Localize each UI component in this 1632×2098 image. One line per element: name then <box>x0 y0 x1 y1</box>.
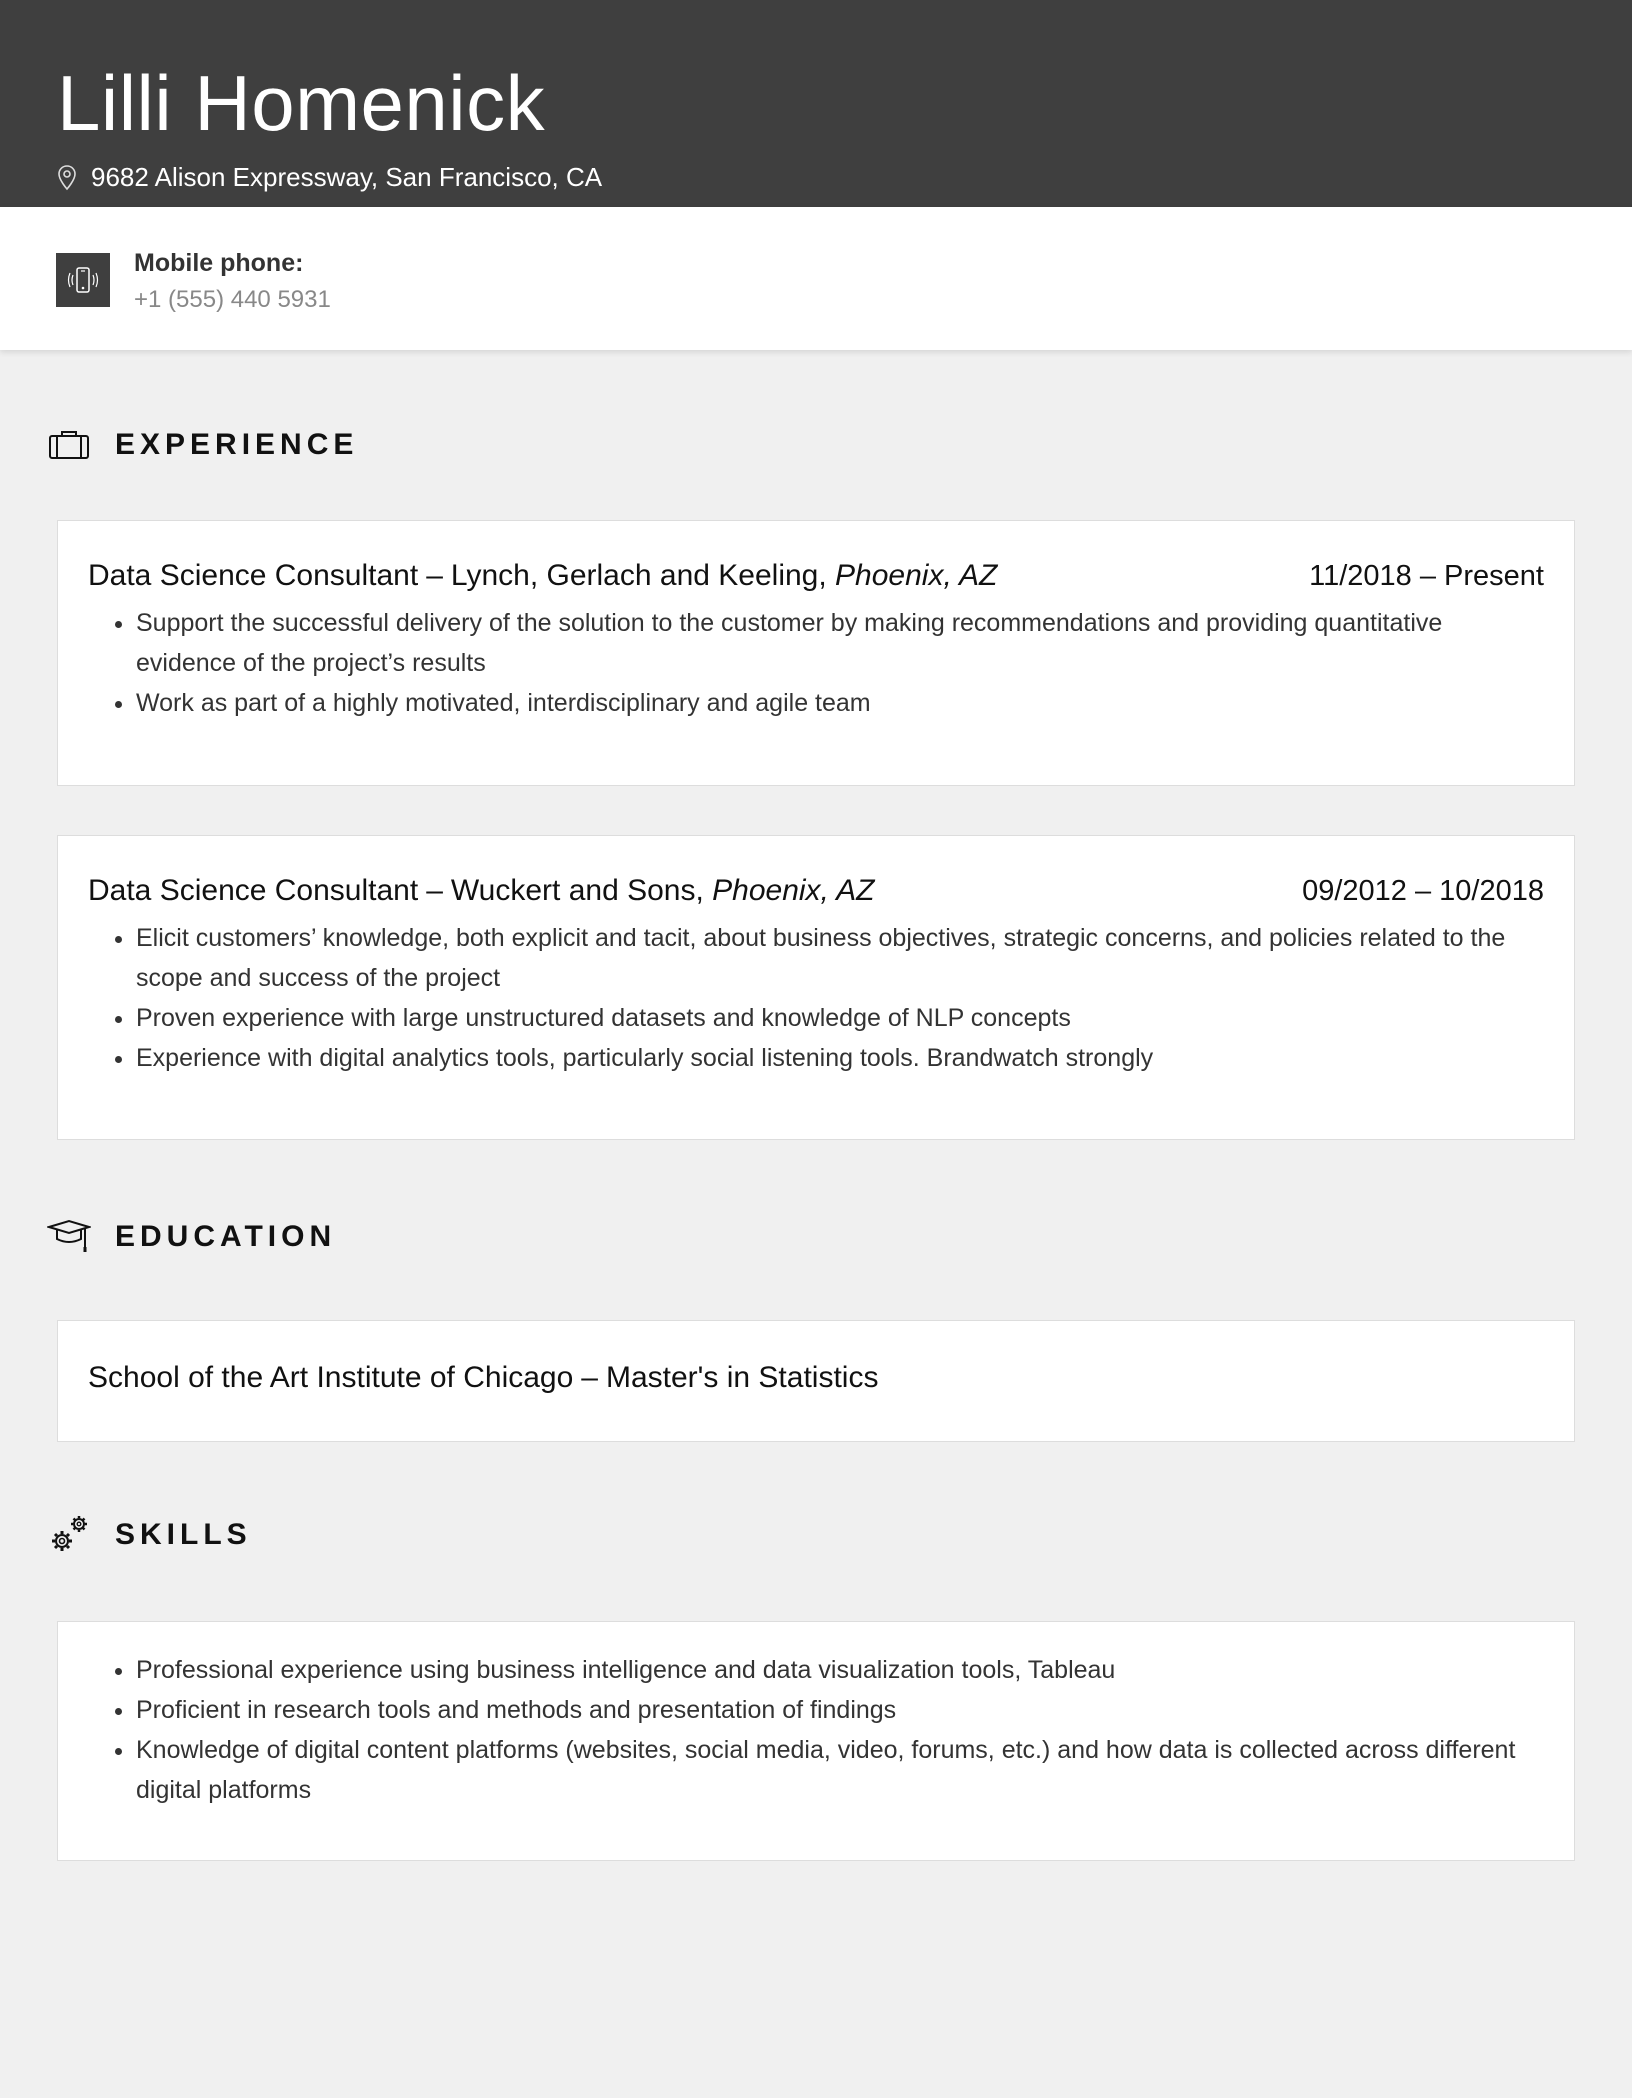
skills-list <box>88 1650 1544 1810</box>
list-item: • Work as part of a highly motivated, interdisciplinary and agile team <box>136 683 1544 723</box>
list-item: • Professional experience using business intelligence and data visualization tools, Tableau <box>136 1650 1544 1690</box>
job-heading <box>88 874 874 908</box>
degree: Master's in Statistics <box>605 1361 879 1394</box>
dash-separator: – <box>581 1361 598 1394</box>
gears-icon <box>47 1514 91 1556</box>
address-text: 9682 Alison Expressway, San Francisco, CA <box>91 162 603 192</box>
job-company: Lynch, Gerlach and Keeling, <box>450 559 827 592</box>
education-card <box>57 1320 1575 1442</box>
section-title-education: EDUCATION <box>115 1220 337 1253</box>
phone-number: +1 (555) 440 5931 <box>134 286 331 313</box>
job-title: Data Science Consultant <box>88 559 419 592</box>
job-dates: 09/2012 – 10/2018 <box>1302 875 1544 907</box>
candidate-name: Lilli Homenick <box>57 59 546 147</box>
list-item: • Support the successful delivery of the solution to the customer by making recommendations and providing quantitative evidence of the project’s results <box>136 603 1544 683</box>
job-title: Data Science Consultant <box>88 874 419 907</box>
job-header <box>88 559 1544 593</box>
resume-header <box>0 0 1632 207</box>
briefcase-icon <box>48 429 90 461</box>
job-bullets <box>88 603 1544 723</box>
dash-separator: – <box>426 874 443 907</box>
job-dates: 11/2018 – Present <box>1309 560 1544 592</box>
job-location: Phoenix, AZ <box>835 559 998 592</box>
list-item: • Proficient in research tools and methods and presentation of findings <box>136 1690 1544 1730</box>
job-header <box>88 874 1544 908</box>
job-heading <box>88 559 997 593</box>
graduation-cap-icon <box>47 1219 91 1255</box>
list-item: • Elicit customers’ knowledge, both explicit and tacit, about business objectives, strategic concerns, and policies related to the scope and success of the project <box>136 918 1544 998</box>
list-item: • Proven experience with large unstructured datasets and knowledge of NLP concepts <box>136 998 1544 1038</box>
phone-label: Mobile phone: <box>134 249 304 277</box>
dash-separator: – <box>426 559 443 592</box>
job-card <box>57 520 1575 786</box>
skills-card <box>57 1621 1575 1861</box>
education-entry <box>88 1361 1544 1395</box>
job-card <box>57 835 1575 1140</box>
education-heading <box>0 1207 1632 1267</box>
location-pin-icon <box>57 165 77 191</box>
section-title-skills: SKILLS <box>115 1518 252 1551</box>
experience-heading <box>0 415 1632 475</box>
address-line <box>57 162 1575 193</box>
job-company: Wuckert and Sons, <box>450 874 704 907</box>
skills-heading <box>0 1505 1632 1565</box>
list-item: • Knowledge of digital content platforms (websites, social media, video, forums, etc.) and how data is collected across different digital platforms <box>136 1730 1544 1810</box>
school-name: School of the Art Institute of Chicago <box>88 1361 574 1394</box>
mobile-phone-icon <box>56 253 110 307</box>
phone-info <box>134 245 331 314</box>
contact-bar <box>0 207 1632 350</box>
section-title-experience: EXPERIENCE <box>115 428 359 461</box>
job-bullets <box>88 918 1544 1078</box>
list-item: • Experience with digital analytics tools, particularly social listening tools. Brandwatch strongly <box>136 1038 1544 1078</box>
job-location: Phoenix, AZ <box>712 874 875 907</box>
